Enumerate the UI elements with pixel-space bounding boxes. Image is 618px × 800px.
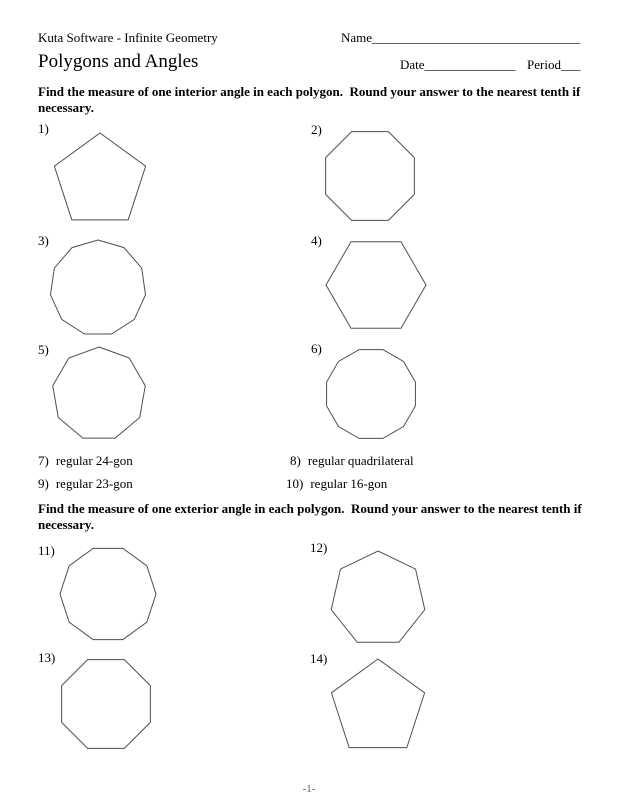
problem-11-label — [38, 543, 55, 559]
figure-regular-dodecagon — [323, 346, 419, 442]
problem-number: 12) — [310, 540, 328, 555]
problem-number: 8) — [290, 453, 301, 468]
figure-regular-heptagon — [328, 549, 428, 649]
interior-angle-instruction — [38, 84, 598, 116]
figure-regular-decagon — [58, 544, 158, 644]
problem-number: 3) — [38, 233, 49, 248]
name-blank: Name________________________________ — [341, 30, 581, 45]
problem-13-label — [38, 650, 55, 666]
problem-number: 13) — [38, 650, 56, 665]
problem-number: 1) — [38, 121, 49, 136]
problem-number: 10) — [286, 476, 304, 491]
figure-regular-octagon — [56, 654, 156, 754]
period-blank: Period___ — [527, 57, 581, 72]
problem-5-label — [38, 342, 49, 358]
page-title: Polygons and Angles — [38, 51, 199, 72]
problem-10-label — [286, 476, 387, 492]
problem-number: 4) — [311, 233, 322, 248]
page-number: -1- — [302, 783, 316, 795]
problem-number: 7) — [38, 453, 49, 468]
exterior-angle-instruction — [38, 501, 598, 533]
problem-text: regular quadrilateral — [307, 453, 414, 468]
problem-number: 2) — [311, 122, 322, 137]
problem-number: 5) — [38, 342, 49, 357]
instruction-line: Find the measure of one interior angle in each polygon. Round your answer to the nearest tenth if — [38, 84, 581, 99]
figure-regular-pentagon — [327, 657, 429, 759]
figure-regular-hendecagon — [48, 238, 148, 338]
problem-number: 6) — [311, 341, 322, 356]
problem-4-label — [311, 233, 322, 249]
brand-text: Kuta Software - Infinite Geometry — [38, 30, 218, 45]
problem-text: regular 24-gon — [55, 453, 133, 468]
figure-regular-pentagon — [50, 131, 150, 231]
figure-regular-hexagon — [324, 233, 428, 337]
figure-regular-nonagon — [50, 345, 148, 443]
problem-12-label — [310, 540, 327, 556]
problem-text: regular 23-gon — [55, 476, 133, 491]
problem-1-label — [38, 121, 49, 137]
instruction-line: Find the measure of one exterior angle in each polygon. Round your answer to the nearest tenth if — [38, 501, 582, 516]
figure-regular-octagon — [320, 126, 420, 226]
problem-7-label — [38, 453, 133, 469]
problem-number: 9) — [38, 476, 49, 491]
problem-number: 11) — [38, 543, 55, 558]
problem-14-label — [310, 651, 327, 667]
problem-6-label — [311, 341, 322, 357]
instruction-line: necessary. — [38, 100, 94, 115]
problem-number: 14) — [310, 651, 328, 666]
problem-text: regular 16-gon — [310, 476, 388, 491]
problem-8-label — [290, 453, 414, 469]
date-blank: Date______________ — [400, 57, 516, 72]
problem-9-label — [38, 476, 133, 492]
instruction-line: necessary. — [38, 517, 94, 532]
